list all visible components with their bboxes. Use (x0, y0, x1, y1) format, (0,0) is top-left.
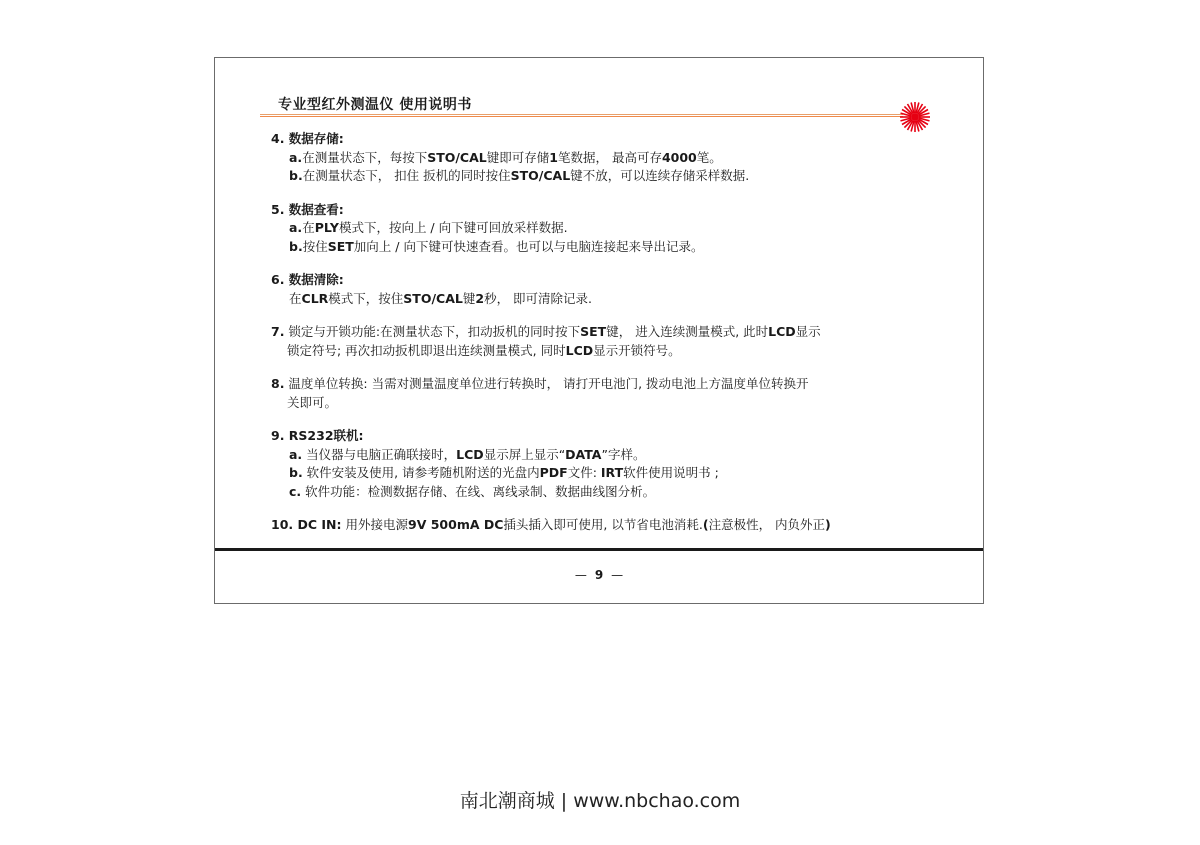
section-dc-in (271, 516, 961, 535)
rs232-item-a: a. 当仪器与电脑正确联接时，LCD显示屏上显示“DATA”字样。 (289, 446, 646, 462)
unit-line-2: 关即可。 (287, 394, 338, 410)
manual-content (271, 130, 961, 550)
storage-item-b: b.在测量状态下， 扣住 扳机的同时按住STO/CAL键不放，可以连续存储采样数据. (289, 168, 750, 183)
laser-burst-icon (899, 101, 931, 133)
view-item-a: a.在PLY模式下，按向上 / 向下键可回放采样数据. (289, 220, 568, 235)
section-heading: 9. RS232 (271, 428, 334, 443)
section-lock-function (271, 323, 961, 360)
view-item-b: b.按住SET加向上 / 向下键可快速查看。也可以与电脑连接起来导出记录。 (289, 238, 704, 254)
section-heading: 6. 数据清除: (271, 272, 344, 287)
manual-page (214, 57, 984, 604)
section-heading: 5. 数据查看: (271, 201, 344, 217)
storage-item-a: a.在测量状态下，每按下STO/CAL键即可存储1笔数据， 最高可存4000笔。 (289, 149, 722, 165)
section-data-view (271, 201, 961, 257)
page-title: 专业型红外测温仪 使用说明书 (278, 97, 472, 113)
clear-item: 在CLR模式下，按住STO/CAL键2秒， 即可清除记录. (289, 290, 593, 306)
rs232-item-b: b. 软件安装及使用, 请参考随机附送的光盘内PDF文件: IRT软件使用说明书 ; (289, 465, 719, 480)
section-data-storage (271, 130, 961, 186)
section-data-clear (271, 271, 961, 308)
section-unit-conversion (271, 375, 961, 412)
lock-line-1: 7. 锁定与开锁功能:在测量状态下，扣动扳机的同时按下SET键， 进入连续测量模式, 此时LCD显示 (271, 324, 821, 339)
site-watermark: 南北潮商城 | www.nbchao.com (459, 790, 741, 812)
rs232-item-c: c. 软件功能：检测数据存储、在线、离线录制、数据曲线图分析。 (289, 483, 656, 499)
section-heading: 4. 数据存储: (271, 131, 344, 146)
dc-in-line: 10. DC IN: 用外接电源9V 500mA DC插头插入即可使用, 以节省电池消耗.(注意极性， 内负外正) (271, 517, 831, 532)
page-number: — 9 — (574, 568, 624, 582)
unit-line-1: 8. 温度单位转换: 当需对测量温度单位进行转换时， 请打开电池门, 拨动电池上方温度单位转换开 (271, 376, 809, 391)
header-rule (260, 114, 903, 117)
lock-line-2: 锁定符号; 再次扣动扳机即退出连续测量模式, 同时LCD显示开锁符号。 (287, 342, 681, 358)
section-rs232: 9. RS232联机: a. 当仪器与电脑正确联接时，LCD显示屏上显示“DATA”字样。 b. 软件安装及使用, 请参考随机附送的光盘内PDF文件: IRT软件使用说明书 ; c. 软件功能：检测数据存储、在线、离线录制、数据曲线图分析。 (271, 427, 961, 501)
footer-rule (215, 548, 983, 551)
